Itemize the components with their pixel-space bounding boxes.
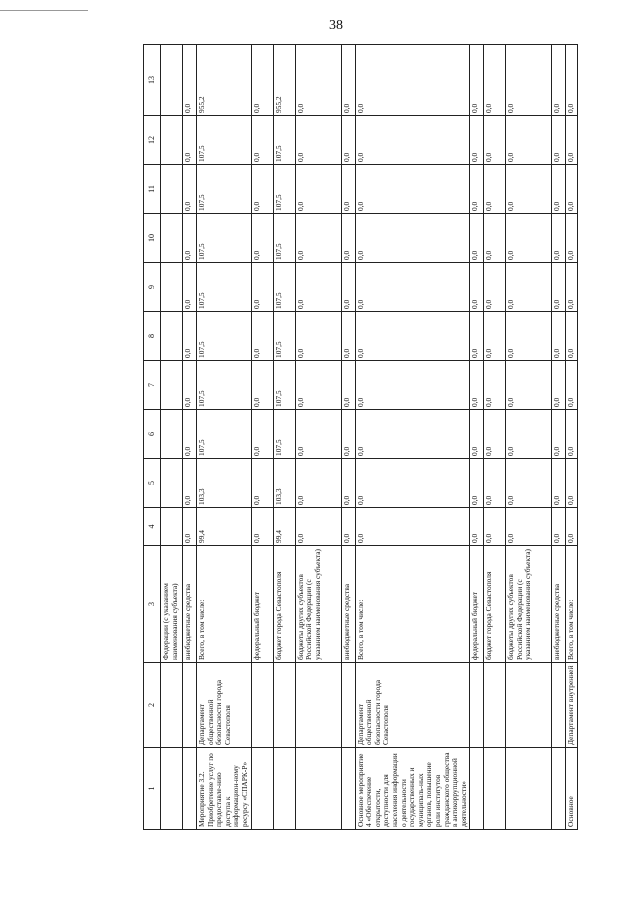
funding-source-cell: федеральный бюджет bbox=[470, 546, 484, 663]
executor-cell bbox=[341, 663, 355, 748]
value-cell: 0,0 bbox=[251, 214, 273, 263]
value-cell bbox=[161, 116, 183, 165]
value-cell: 0,0 bbox=[566, 508, 578, 546]
value-cell: 0,0 bbox=[355, 45, 470, 116]
value-cell: 0,0 bbox=[566, 459, 578, 508]
value-cell: 107,5 bbox=[273, 312, 295, 361]
value-cell: 0,0 bbox=[506, 312, 552, 361]
value-cell: 0,0 bbox=[355, 508, 470, 546]
value-cell: 0,0 bbox=[566, 165, 578, 214]
value-cell: 0,0 bbox=[183, 214, 197, 263]
measure-name-cell bbox=[484, 748, 506, 830]
value-cell: 0,0 bbox=[183, 116, 197, 165]
value-cell: 0,0 bbox=[295, 263, 341, 312]
value-cell bbox=[161, 45, 183, 116]
value-cell: 0,0 bbox=[552, 361, 566, 410]
funding-source-cell: бюджеты других субъектов Российской Федерации (с указанием наименования субъекта) bbox=[506, 546, 552, 663]
table-row bbox=[295, 45, 341, 830]
funding-source-cell: федеральный бюджет bbox=[251, 546, 273, 663]
value-cell: 0,0 bbox=[341, 508, 355, 546]
value-cell: 107,5 bbox=[197, 165, 252, 214]
value-cell: 0,0 bbox=[183, 45, 197, 116]
funding-source-cell: Всего, в том числе: bbox=[355, 546, 470, 663]
value-cell: 0,0 bbox=[295, 214, 341, 263]
value-cell: 0,0 bbox=[355, 361, 470, 410]
top-left-rule bbox=[0, 10, 88, 11]
value-cell: 0,0 bbox=[566, 45, 578, 116]
value-cell: 107,5 bbox=[197, 214, 252, 263]
value-cell: 107,5 bbox=[273, 410, 295, 459]
value-cell: 0,0 bbox=[470, 508, 484, 546]
funding-source-cell: Всего, в том числе: bbox=[197, 546, 252, 663]
header-cell: 10 bbox=[144, 214, 161, 263]
value-cell: 0,0 bbox=[552, 263, 566, 312]
value-cell: 0,0 bbox=[341, 116, 355, 165]
funding-source-cell: бюджеты других субъектов Российской Федерации (с указанием наименования субъекта) bbox=[295, 546, 341, 663]
value-cell: 0,0 bbox=[470, 116, 484, 165]
table-row bbox=[341, 45, 355, 830]
value-cell: 0,0 bbox=[484, 459, 506, 508]
funding-source-cell: Всего, в том числе: bbox=[566, 546, 578, 663]
value-cell: 107,5 bbox=[197, 410, 252, 459]
executor-cell: Департамент общественной безопасности города Севастополя bbox=[197, 663, 252, 748]
measure-name-cell bbox=[161, 748, 183, 830]
value-cell: 0,0 bbox=[552, 410, 566, 459]
value-cell: 0,0 bbox=[506, 263, 552, 312]
value-cell: 0,0 bbox=[506, 116, 552, 165]
header-cell: 8 bbox=[144, 312, 161, 361]
value-cell: 0,0 bbox=[506, 459, 552, 508]
measure-name-cell bbox=[273, 748, 295, 830]
value-cell: 0,0 bbox=[251, 508, 273, 546]
value-cell: 0,0 bbox=[506, 361, 552, 410]
header-cell: 13 bbox=[144, 45, 161, 116]
table-row bbox=[470, 45, 484, 830]
table-row bbox=[197, 45, 252, 830]
header-cell: 4 bbox=[144, 508, 161, 546]
value-cell bbox=[161, 165, 183, 214]
executor-cell bbox=[295, 663, 341, 748]
value-cell bbox=[161, 263, 183, 312]
value-cell: 107,5 bbox=[197, 263, 252, 312]
value-cell: 0,0 bbox=[295, 410, 341, 459]
funding-source-cell: бюджет города Севастополя bbox=[273, 546, 295, 663]
value-cell: 0,0 bbox=[341, 312, 355, 361]
table-row bbox=[251, 45, 273, 830]
measure-name-cell bbox=[552, 748, 566, 830]
value-cell: 0,0 bbox=[484, 214, 506, 263]
value-cell: 0,0 bbox=[251, 459, 273, 508]
measure-name-cell: Основное bbox=[566, 748, 578, 830]
value-cell: 0,0 bbox=[470, 263, 484, 312]
value-cell: 107,5 bbox=[273, 214, 295, 263]
value-cell bbox=[161, 459, 183, 508]
value-cell: 107,5 bbox=[197, 312, 252, 361]
value-cell: 0,0 bbox=[470, 214, 484, 263]
value-cell: 0,0 bbox=[341, 361, 355, 410]
table-row bbox=[552, 45, 566, 830]
budget-table bbox=[143, 44, 578, 830]
executor-cell bbox=[183, 663, 197, 748]
value-cell: 0,0 bbox=[484, 312, 506, 361]
value-cell bbox=[161, 312, 183, 361]
value-cell: 0,0 bbox=[506, 165, 552, 214]
value-cell bbox=[161, 508, 183, 546]
value-cell: 0,0 bbox=[552, 312, 566, 361]
value-cell: 0,0 bbox=[355, 214, 470, 263]
measure-name-cell bbox=[470, 748, 484, 830]
measure-name-cell bbox=[183, 748, 197, 830]
value-cell: 0,0 bbox=[470, 410, 484, 459]
funding-source-cell: внебюджетные средства bbox=[183, 546, 197, 663]
executor-cell bbox=[273, 663, 295, 748]
measure-name-cell bbox=[251, 748, 273, 830]
value-cell: 0,0 bbox=[251, 312, 273, 361]
table-row bbox=[484, 45, 506, 830]
value-cell: 0,0 bbox=[484, 45, 506, 116]
value-cell: 0,0 bbox=[506, 214, 552, 263]
value-cell: 103,3 bbox=[273, 459, 295, 508]
value-cell: 0,0 bbox=[295, 361, 341, 410]
value-cell: 107,5 bbox=[273, 361, 295, 410]
value-cell: 0,0 bbox=[183, 410, 197, 459]
value-cell: 0,0 bbox=[470, 312, 484, 361]
value-cell: 103,3 bbox=[197, 459, 252, 508]
value-cell: 0,0 bbox=[251, 165, 273, 214]
value-cell: 0,0 bbox=[355, 459, 470, 508]
value-cell: 107,5 bbox=[273, 165, 295, 214]
value-cell: 0,0 bbox=[341, 45, 355, 116]
value-cell: 0,0 bbox=[295, 165, 341, 214]
value-cell: 0,0 bbox=[295, 312, 341, 361]
executor-cell bbox=[251, 663, 273, 748]
executor-cell bbox=[506, 663, 552, 748]
value-cell: 107,5 bbox=[197, 116, 252, 165]
header-cell: 2 bbox=[144, 663, 161, 748]
value-cell: 0,0 bbox=[552, 165, 566, 214]
funding-source-cell: внебюджетные средства bbox=[341, 546, 355, 663]
value-cell: 0,0 bbox=[183, 508, 197, 546]
value-cell: 0,0 bbox=[506, 45, 552, 116]
value-cell: 0,0 bbox=[470, 45, 484, 116]
value-cell: 0,0 bbox=[566, 263, 578, 312]
value-cell: 0,0 bbox=[566, 116, 578, 165]
value-cell: 0,0 bbox=[506, 508, 552, 546]
header-cell: 7 bbox=[144, 361, 161, 410]
value-cell: 0,0 bbox=[566, 361, 578, 410]
value-cell: 107,5 bbox=[197, 361, 252, 410]
table-row bbox=[161, 45, 183, 830]
page-number: 38 bbox=[329, 18, 343, 33]
table-row bbox=[273, 45, 295, 830]
value-cell: 0,0 bbox=[552, 459, 566, 508]
header-cell: 3 bbox=[144, 546, 161, 663]
value-cell: 0,0 bbox=[470, 165, 484, 214]
funding-source-cell: бюджет города Севастополя bbox=[484, 546, 506, 663]
value-cell bbox=[161, 214, 183, 263]
value-cell: 0,0 bbox=[484, 165, 506, 214]
value-cell: 0,0 bbox=[295, 116, 341, 165]
measure-name-cell bbox=[295, 748, 341, 830]
value-cell: 99,4 bbox=[197, 508, 252, 546]
value-cell: 955,2 bbox=[273, 45, 295, 116]
value-cell: 0,0 bbox=[552, 45, 566, 116]
value-cell: 0,0 bbox=[355, 165, 470, 214]
value-cell: 0,0 bbox=[183, 361, 197, 410]
value-cell: 0,0 bbox=[484, 508, 506, 546]
value-cell: 0,0 bbox=[183, 263, 197, 312]
value-cell: 0,0 bbox=[566, 312, 578, 361]
value-cell: 0,0 bbox=[506, 410, 552, 459]
value-cell: 0,0 bbox=[484, 116, 506, 165]
value-cell: 0,0 bbox=[295, 45, 341, 116]
table-row bbox=[183, 45, 197, 830]
funding-source-cell: внебюджетные средства bbox=[552, 546, 566, 663]
value-cell: 0,0 bbox=[355, 116, 470, 165]
table-row bbox=[566, 45, 578, 830]
measure-name-cell: Основное мероприятие 4 «Обеспечение открытости, доступности для населения информации о деятельности государственных и муниципаль-ных органов, повышение роли институтов гражданского общества в антикоррупционной деятельности» bbox=[355, 748, 470, 830]
rotated-table-wrapper bbox=[143, 45, 578, 830]
value-cell: 0,0 bbox=[552, 116, 566, 165]
measure-name-cell bbox=[506, 748, 552, 830]
value-cell: 0,0 bbox=[552, 214, 566, 263]
header-cell: 9 bbox=[144, 263, 161, 312]
value-cell: 955,2 bbox=[197, 45, 252, 116]
value-cell: 107,5 bbox=[273, 263, 295, 312]
value-cell: 0,0 bbox=[341, 263, 355, 312]
value-cell: 0,0 bbox=[355, 263, 470, 312]
value-cell: 0,0 bbox=[566, 410, 578, 459]
value-cell: 0,0 bbox=[470, 361, 484, 410]
value-cell: 0,0 bbox=[484, 410, 506, 459]
header-row bbox=[144, 45, 161, 830]
value-cell: 0,0 bbox=[341, 459, 355, 508]
measure-name-cell: Мероприятие 3.2. Приобретение услуг по предоставле-нию доступа к информацион-ному ресурсу «СПАРК-Р» bbox=[197, 748, 252, 830]
value-cell: 0,0 bbox=[251, 116, 273, 165]
value-cell: 0,0 bbox=[355, 312, 470, 361]
measure-name-cell bbox=[341, 748, 355, 830]
value-cell: 0,0 bbox=[566, 214, 578, 263]
value-cell: 0,0 bbox=[341, 410, 355, 459]
value-cell: 0,0 bbox=[552, 508, 566, 546]
table-row bbox=[355, 45, 470, 830]
value-cell: 0,0 bbox=[484, 361, 506, 410]
executor-cell: Департамент внутренней bbox=[566, 663, 578, 748]
value-cell: 0,0 bbox=[251, 361, 273, 410]
funding-source-cell: Федерации (с указанием наименования субъекта) bbox=[161, 546, 183, 663]
value-cell: 0,0 bbox=[355, 410, 470, 459]
value-cell: 0,0 bbox=[341, 165, 355, 214]
executor-cell: Департамент общественной безопасности города Севастополя bbox=[355, 663, 470, 748]
value-cell: 0,0 bbox=[183, 165, 197, 214]
executor-cell bbox=[161, 663, 183, 748]
header-cell: 1 bbox=[144, 748, 161, 830]
table-body bbox=[161, 45, 578, 830]
table-row bbox=[506, 45, 552, 830]
value-cell bbox=[161, 410, 183, 459]
value-cell: 0,0 bbox=[295, 459, 341, 508]
value-cell: 0,0 bbox=[251, 45, 273, 116]
header-cell: 5 bbox=[144, 459, 161, 508]
value-cell: 0,0 bbox=[295, 508, 341, 546]
header-cell: 11 bbox=[144, 165, 161, 214]
value-cell: 0,0 bbox=[183, 459, 197, 508]
value-cell bbox=[161, 361, 183, 410]
value-cell: 99,4 bbox=[273, 508, 295, 546]
value-cell: 0,0 bbox=[484, 263, 506, 312]
value-cell: 0,0 bbox=[341, 214, 355, 263]
value-cell: 0,0 bbox=[251, 410, 273, 459]
value-cell: 0,0 bbox=[183, 312, 197, 361]
executor-cell bbox=[552, 663, 566, 748]
header-cell: 6 bbox=[144, 410, 161, 459]
executor-cell bbox=[484, 663, 506, 748]
value-cell: 0,0 bbox=[251, 263, 273, 312]
value-cell: 107,5 bbox=[273, 116, 295, 165]
executor-cell bbox=[470, 663, 484, 748]
value-cell: 0,0 bbox=[470, 459, 484, 508]
header-cell: 12 bbox=[144, 116, 161, 165]
